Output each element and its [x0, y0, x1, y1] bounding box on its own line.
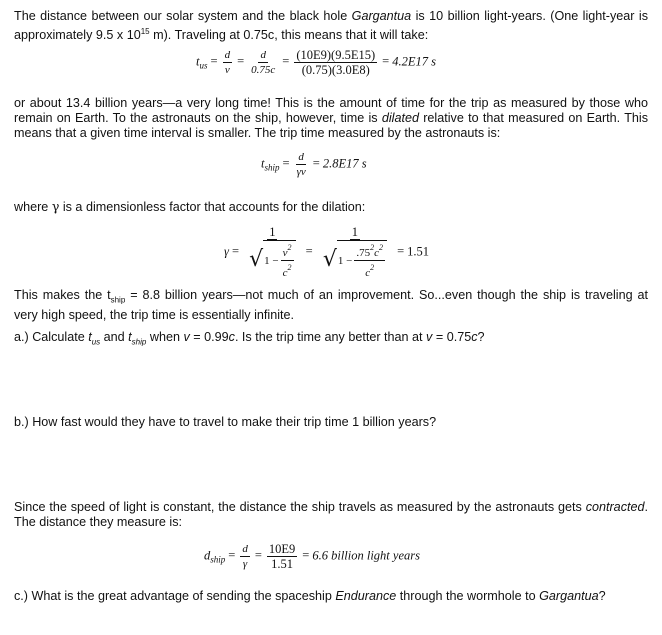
intro-text-a: The distance between our solar system and the black hole	[14, 9, 352, 23]
tship-sub: ship	[110, 295, 126, 305]
eq4-fraction-1: $\frac{d}{\gamma}$	[242, 543, 248, 570]
gamma-text-b: is a dimensionless factor that accounts for the dilation:	[59, 200, 366, 214]
eq1-fraction-1: $\frac{d}{v}$	[224, 49, 231, 76]
eq4-fraction-2: $\frac{10E9}{1.51}$	[268, 542, 296, 571]
eq4-result: 6.6 billion light years	[312, 548, 420, 563]
gamma-text-a: where	[14, 200, 52, 214]
question-a: a.) Calculate $t_{us}$ and $t_{ship}$ when v = 0.99c. Is the trip time any better than at v = 0.75c?	[14, 330, 485, 347]
gamma-paragraph	[14, 199, 648, 215]
dilation-text-a: or about 13.4 billion years—a very long time! This is the amount of time for the trip as measured by those who remain on Earth. To the astronauts on the ship, however, time is	[14, 96, 648, 125]
eq3-result: 1.51	[407, 244, 430, 259]
intro-text-b: is 10 billion light-years. (One light-year is approximately 9.5 x 10	[14, 9, 649, 43]
eq1-lhs: t	[196, 54, 200, 69]
dilation-paragraph	[14, 96, 648, 141]
eq1-result: 4.2E17 s	[392, 54, 436, 69]
dilation-text-b: relative to that measured on Earth. This means that a given time interval is smaller. The trip time measured by the astronauts is:	[14, 111, 648, 140]
eq2-fraction: $\frac{d}{\gamma v}$	[296, 151, 306, 178]
intro-paragraph	[14, 9, 648, 43]
question-b: b.) How fast would they have to travel to make their trip time 1 billion years?	[14, 415, 437, 429]
question-c: c.) What is the great advantage of sending the spaceship Endurance through the wormhole to Gargantua?	[14, 589, 606, 603]
eq1-fraction-2: $\frac{d}{0.75c}$	[251, 49, 276, 76]
equation-t-us: $t_{us}$ = $\frac{d}{v}$ = $\frac{d}{0.75c}$ = $\frac{(10E9)(9.5E15)}{(0.75)(3.0E8)}$ = 4.2E17 s	[196, 48, 436, 77]
eq4-lhs: d	[204, 548, 211, 563]
equation-t-ship: $t_{ship}$ = $\frac{d}{\gamma v}$ = 2.8E17 s	[261, 151, 367, 178]
eq3-fraction-1: 1 √ 1 − $\frac{v^2}{c^2}$	[247, 225, 297, 280]
gamma-symbol: γ	[51, 199, 60, 214]
equation-d-ship: $d_{ship}$ = $\frac{d}{\gamma}$ = $\frac{10E9}{1.51}$ = 6.6 billion light years	[204, 542, 420, 571]
contraction-paragraph	[14, 500, 648, 530]
contraction-text-a: Since the speed of light is constant, the distance the ship travels as measured by the astronauts gets	[14, 500, 586, 514]
exponent: 15	[140, 27, 150, 36]
gargantua-emphasis: Gargantua	[351, 9, 412, 23]
contraction-text-b: . The distance they measure is:	[14, 500, 648, 529]
dilated-emphasis: dilated	[381, 111, 419, 125]
tship-paragraph	[14, 288, 648, 323]
contracted-emphasis: contracted	[585, 500, 645, 514]
tship-text-b: = 8.8 billion years—not much of an improvement. So...even though the ship is traveling at very high speed, the trip time is essentially infinite.	[14, 288, 648, 322]
eq2-lhs-sub: ship	[264, 162, 280, 173]
eq4-lhs-sub: ship	[210, 554, 226, 565]
eq3-lhs: γ	[224, 244, 229, 259]
eq2-lhs: t	[261, 156, 265, 171]
tship-text-a: This makes the t	[14, 288, 111, 302]
eq3-fraction-2: 1 √ 1 − $\frac{.75^2c^2}{c^2}$	[321, 225, 389, 280]
equation-gamma: γ = 1 √ 1 − $\frac{v^2}{c^2}$ = 1 √ 1 − $\frac{.75^2c^2}{c^2}$ = 1.51	[224, 225, 430, 279]
intro-text-c: m). Traveling at 0.75c, this means that it will take:	[149, 28, 429, 43]
eq1-lhs-sub: us	[199, 60, 208, 71]
eq2-result: 2.8E17 s	[322, 156, 367, 171]
eq1-fraction-3: $\frac{(10E9)(9.5E15)}{(0.75)(3.0E8)}$	[296, 48, 376, 77]
